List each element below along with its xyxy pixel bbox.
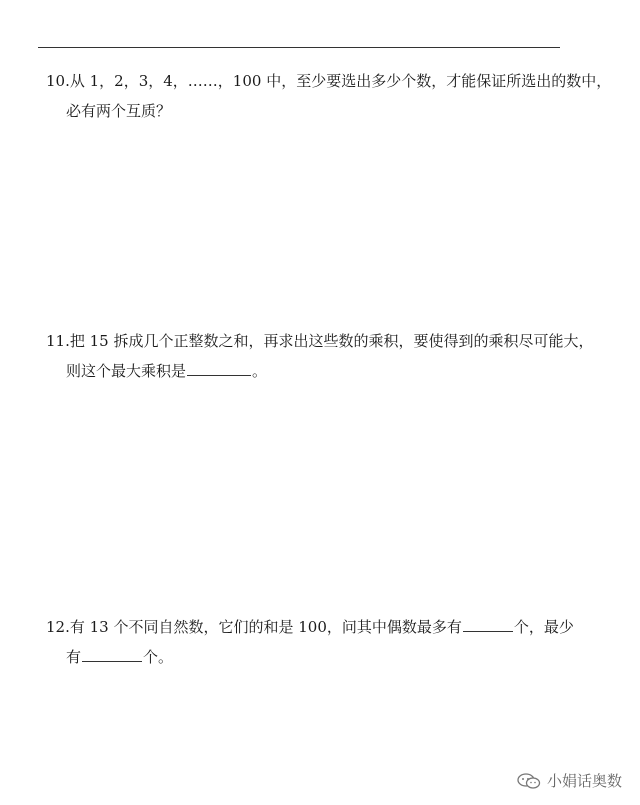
question-12-number: 12. (46, 618, 70, 636)
question-10-number: 10. (46, 72, 70, 90)
answer-blank (187, 361, 251, 376)
question-11-line2 (46, 356, 576, 386)
question-11-text-before-blank: 则这个最大乘积是 (66, 362, 187, 380)
watermark-text: 小娟话奥数 (546, 772, 622, 790)
question-11-line1 (46, 326, 594, 356)
wechat-icon (517, 773, 541, 789)
header-divider (38, 47, 560, 48)
question-10-line1 (46, 66, 612, 96)
question-12-line1 (46, 612, 576, 642)
question-10-text-line2: 必有两个互质？ (66, 102, 172, 120)
question-12-text-after-blank: 个，最少 (513, 618, 574, 636)
answer-blank-max (463, 617, 513, 632)
question-10 (46, 66, 612, 126)
question-11 (46, 326, 594, 386)
question-10-line2 (46, 96, 576, 126)
watermark (517, 770, 622, 791)
question-12-line2 (46, 642, 576, 672)
question-12-text-line2-after: 个。 (143, 648, 174, 666)
question-12-text-line2-before: 有 (66, 648, 82, 666)
question-11-text-line1: 把 15 拆成几个正整数之和，再求出这些数的乘积，要使得到的乘积尽可能大， (69, 332, 594, 350)
question-12 (46, 612, 576, 672)
question-12-text-before-blank: 有 13 个不同自然数，它们的和是 100，问其中偶数最多有 (69, 618, 462, 636)
answer-blank-min (82, 647, 142, 662)
question-11-number: 11. (46, 332, 70, 350)
question-11-text-after-blank: 。 (252, 362, 268, 380)
question-10-text-line1: 从 1，2，3，4，……，100 中，至少要选出多少个数，才能保证所选出的数中， (69, 72, 612, 90)
